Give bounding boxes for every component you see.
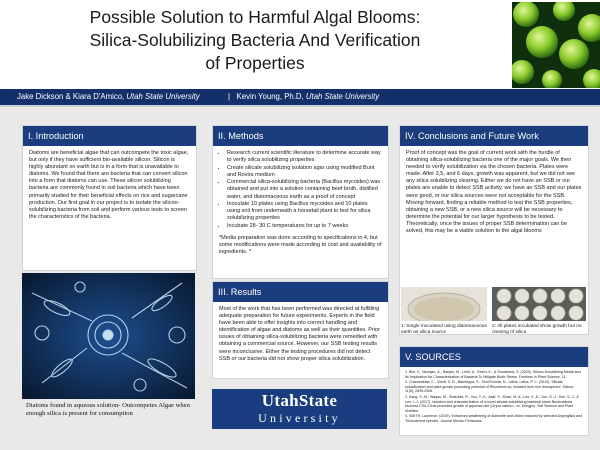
source-item: 4. SMITH, Laurence. (2019). Enhanced weathering of diatomite and olivine induced by selected Aspergillus and Trichoderma species. Journal Mexico Perlazans. [405, 414, 583, 423]
methods-heading: II. Methods [213, 126, 388, 146]
methods-item: • Incubate 28- 30 C temperatures for up to 7 weeks [227, 223, 382, 230]
results-heading: III. Results [213, 282, 388, 302]
authors-affiliation-2: Utah State University [305, 92, 380, 101]
all-plates-photo [492, 287, 586, 321]
results-panel [212, 281, 389, 379]
methods-item: • Commercial silica-solubilizing bacteria (Bacillus mycoides) was obtained and put into a solution containing beef broth, distilled water, and diatomaceous earth as a proof of concept [227, 179, 382, 200]
source-item: 2. Chandrakala, C., Voleti, S. R., Bandeppa, S., Sunil Kumar, N., Latha, Latha, P. C. (2019). Silicate solubilization and plant growth promoting potential of Rhizobium sp. isolated from rice rhizosphere. Silicon, 11(6), 2895-2906. [405, 380, 575, 394]
title-line-1: Possible Solution to Harmful Algal Blooms: [89, 7, 421, 27]
sources-heading: V. SOURCES [400, 347, 588, 367]
methods-item: • Research current scientific literature to determine accurate way to verify silica solubilizing properties [227, 150, 382, 164]
introduction-panel [22, 125, 197, 271]
title-line-3: of Properties [205, 53, 305, 73]
sources-list [400, 367, 588, 428]
plate-caption-2: 2: All plates incubated show growth but no clearing of silica [492, 324, 582, 335]
algae-cells-photo [512, 2, 600, 88]
diatoms-photo [22, 273, 195, 399]
results-text: Most of the work that has been performed was directed at fulfilling adequate preparation for future experiments. Experts in the field have been able to offer insights into correct handling and identification of algae and diatoms as well as their quantities. Prior issues of obtaining silica-solubilizing bacteria were remedied with obtaining a commercial source. However, our SSB testing results were inconclusive. Either the testing procedures did not detect SSB or our bacteria did not show proper silica solubilization. [219, 306, 380, 362]
conclusions-heading: IV. Conclusions and Future Work [400, 126, 588, 146]
single-plate-photo [401, 287, 487, 321]
authors-group-2 [228, 89, 379, 105]
logo-line-2: University [258, 411, 341, 425]
conclusions-text: Proof of concept was the goal of current work with the hurdle of obtaining silica-solubilizing bacteria one of the major goals. We then needed to verify solubilization via the chosen bacteria. Plates were made. After 3,5, and 6 days, growth was apparent, but we did not see any silica solubilizing clearing. Either we do not have an SSB or our plates are unable to detect SSB activity, we have an SSB and our plates were good, or our silica sources were not acceptable for the SSB. Moving forward, finding a reliable method to test the SSB properties, obtaining a new SSB, or a new silica source will be necessary to determine the potential for our larger hypothesis to be tested. Theoretically, once the issues of proper SSB determination can be solved, this may be a viable solution to the algal blooms [406, 150, 582, 235]
diatoms-caption: Diatoms found in aqueous solution- Outcompetes Algae when enough silica is present for consumption [26, 402, 190, 417]
authors-band [0, 89, 600, 105]
usu-logo [212, 389, 387, 429]
introduction-heading: I. Introduction [23, 126, 196, 146]
authors-group-1 [17, 89, 200, 105]
logo-line-1: UtahState [261, 391, 338, 410]
methods-list [219, 150, 382, 230]
source-item: 1. Bist, V., Niranjan, A., Ranjan, M., Lehri, A., Seem, K., & Srivastava, S. (2020). Silicon-Solubilizing Media and Its Implication for Characterization of Bacteria To Mitigate Biotic Stress. Frontiers in Plant Science, 11. [405, 370, 581, 379]
methods-panel [212, 125, 389, 279]
authors-names-1: Jake Dickson & Kiara D'Amico, [17, 92, 125, 101]
source-item: 3. Kang, S.-M., Waqas, M., Shahzad, R., You, Y.-H., Asaf, S., Khan, M. A., Lee, K.-E., Joo, G.-J., Kim, S.-J., & Lee, I.-J. (2017). Isolation and characterization of a novel silicate-solubilizing bacterial strain Burkholderia eburnea CS4-2 that promotes growth of japonica rice (Oryza sativa L. cv. Dongjin). Soil Science and Plant Nutrition. [405, 394, 579, 413]
sources-panel [399, 346, 589, 436]
poster-title [0, 6, 510, 75]
authors-separator: | [228, 92, 231, 101]
methods-item: • Create silicate solubilizing isolation agar using modified Bunt and Rovira medium [227, 165, 382, 179]
title-line-2: Silica-Solubilizing Bacteria And Verification [89, 30, 421, 50]
methods-body [213, 146, 388, 264]
authors-names-2: Kevin Young, Ph.D, [236, 92, 304, 101]
introduction-text: Diatoms are beneficial algae that can outcompete the toxic algae, but only if they have sufficient bio-available silicon. Silicon is highly abundant on earth but is in a form that is unavailable to diatoms. We found that there are bacteria that can convert silicon into a form that diatoms can use. These silicon solubilizing bacteria are commonly found in soil bacteria which have been primarily studied for their beneficial effects on rice and sugarcane production. Our first goal in our project is to isolate the silicon-solubilizing bacteria from soil and perform various tests to screen the characteristics of the bacteria. [29, 150, 189, 220]
methods-item: • Inoculate 10 plates using Bacillus mycoides and 10 plates using soil from underneath a horsetail plant to test for silica solubilizing properties [227, 201, 382, 222]
plate-caption-1: 1: Single inoculated using diatomaceous earth as silica source [401, 324, 487, 335]
authors-affiliation-1: Utah State University [126, 92, 200, 101]
methods-note: *Media preparation was done according to specifications in 4, but some modifications were made according to cost and availability of ingredients. * [219, 235, 382, 256]
